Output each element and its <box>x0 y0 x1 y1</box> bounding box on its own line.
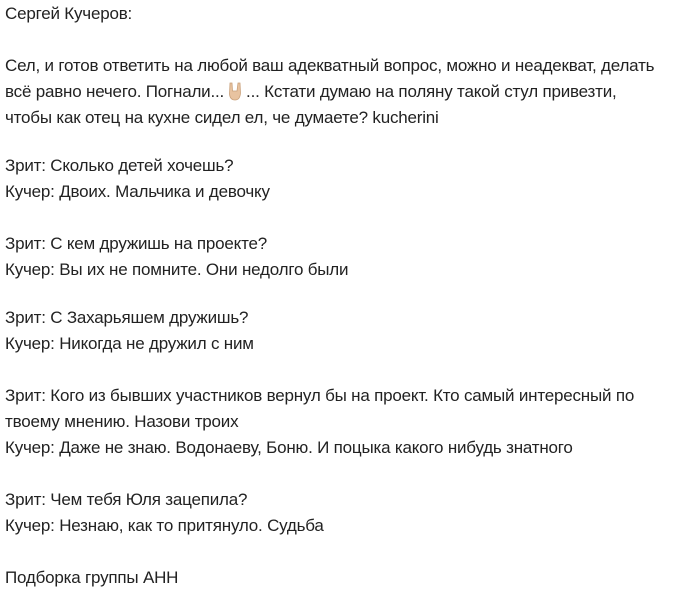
question: Зрит: Кого из бывших участников вернул бы на проект. Кто самый интересный по <box>5 386 635 405</box>
answer: Кучер: Вы их не помните. Они недолго были <box>5 260 349 279</box>
qa-block <box>5 305 699 357</box>
intro-line <box>5 79 699 105</box>
author-name: Сергей Кучеров: <box>5 4 133 23</box>
source-credit: Подборка группы АНН <box>5 568 179 587</box>
qa-block <box>5 383 699 461</box>
intro-paragraph <box>5 53 699 131</box>
qa-block <box>5 487 699 539</box>
answer: Кучер: Даже не знаю. Водонаеву, Боню. И поцыка какого нибудь знатного <box>5 438 573 457</box>
qa-block <box>5 231 699 283</box>
question: Зрит: С Захарьяшем дружишь? <box>5 308 249 327</box>
qa-block <box>5 153 699 205</box>
question: Зрит: Чем тебя Юля зацепила? <box>5 490 248 509</box>
intro-text: всё равно нечего. Погнали... <box>5 82 225 101</box>
answer: Кучер: Никогда не дружил с ним <box>5 334 254 353</box>
intro-line: чтобы как отец на кухне сидел ел, че думаете? kucherini <box>5 108 439 127</box>
answer: Кучер: Незнаю, как то притянуло. Судьба <box>5 516 324 535</box>
question: Зрит: С кем дружишь на проекте? <box>5 234 267 253</box>
answer: Кучер: Двоих. Мальчика и девочку <box>5 182 270 201</box>
sign-of-the-horns-icon <box>226 81 244 101</box>
intro-text: ... Кстати думаю на поляну такой стул привезти, <box>246 82 617 101</box>
intro-line: Сел, и готов ответить на любой ваш адекватный вопрос, можно и неадекват, делать <box>5 56 655 75</box>
question: Зрит: Сколько детей хочешь? <box>5 156 234 175</box>
question: твоему мнению. Назови троих <box>5 412 239 431</box>
